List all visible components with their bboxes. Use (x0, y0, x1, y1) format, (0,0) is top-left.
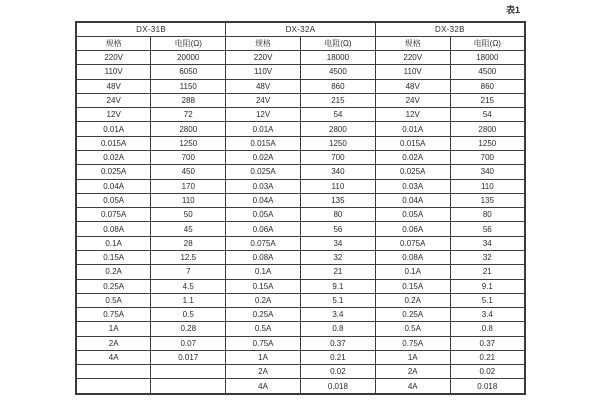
resistance-cell: 4500 (450, 65, 525, 79)
table-row (76, 122, 525, 136)
resistance-cell: 1250 (300, 136, 375, 150)
spec-cell: 2A (375, 365, 450, 379)
resistance-cell: 5.1 (450, 293, 525, 307)
resistance-cell: 0.017 (151, 350, 226, 364)
resistance-cell: 215 (300, 93, 375, 107)
resistance-cell: 110 (450, 179, 525, 193)
spec-cell: 24V (76, 93, 151, 107)
spec-cell: 24V (226, 93, 301, 107)
spec-cell: 48V (375, 79, 450, 93)
resistance-cell: 80 (450, 208, 525, 222)
spec-cell: 4A (76, 350, 151, 364)
table-header (76, 22, 525, 51)
resistance-cell: 1250 (450, 136, 525, 150)
table-row (76, 51, 525, 65)
table-row (76, 322, 525, 336)
spec-cell: 110V (226, 65, 301, 79)
spec-cell: 220V (76, 51, 151, 65)
resistance-cell: 32 (300, 250, 375, 264)
spec-cell: 1A (76, 322, 151, 336)
table-body (76, 51, 525, 395)
resistance-cell (151, 379, 226, 394)
table-row (76, 165, 525, 179)
resistance-cell: 860 (450, 79, 525, 93)
resistance-cell: 7 (151, 265, 226, 279)
spec-cell: 0.03A (375, 179, 450, 193)
spec-cell: 0.1A (76, 236, 151, 250)
resistance-cell: 450 (151, 165, 226, 179)
resistance-cell: 18000 (300, 51, 375, 65)
table-row (76, 79, 525, 93)
spec-cell: 0.025A (76, 165, 151, 179)
resistance-cell: 20000 (151, 51, 226, 65)
resistance-cell: 28 (151, 236, 226, 250)
spec-cell: 0.05A (375, 208, 450, 222)
spec-cell: 0.15A (76, 250, 151, 264)
spec-cell: 110V (375, 65, 450, 79)
resistance-cell: 215 (450, 93, 525, 107)
spec-cell: 0.075A (375, 236, 450, 250)
resistance-cell: 0.018 (300, 379, 375, 394)
spec-cell: 220V (375, 51, 450, 65)
spec-cell (76, 379, 151, 394)
table-row (76, 279, 525, 293)
resistance-cell: 4500 (300, 65, 375, 79)
spec-cell: 0.25A (76, 279, 151, 293)
resistance-cell: 34 (300, 236, 375, 250)
spec-cell: 0.75A (226, 336, 301, 350)
spec-cell: 110V (76, 65, 151, 79)
resistance-cell: 54 (300, 108, 375, 122)
table-row (76, 250, 525, 264)
table-row (76, 336, 525, 350)
table-row (76, 93, 525, 107)
table-row (76, 308, 525, 322)
spec-cell: 0.04A (375, 193, 450, 207)
table-row (76, 222, 525, 236)
resistance-cell: 340 (300, 165, 375, 179)
resistance-cell: 0.018 (450, 379, 525, 394)
group-header-row (76, 22, 525, 37)
resistance-spec-table (75, 21, 526, 395)
table-row (76, 193, 525, 207)
table-row (76, 365, 525, 379)
table-row (76, 379, 525, 394)
resistance-cell: 135 (450, 193, 525, 207)
resistance-cell: 3.4 (300, 308, 375, 322)
resistance-cell: 700 (151, 150, 226, 164)
spec-cell: 0.2A (375, 293, 450, 307)
resistance-cell: 288 (151, 93, 226, 107)
resistance-cell: 0.37 (300, 336, 375, 350)
spec-cell: 0.5A (226, 322, 301, 336)
col-header-res-1: 电阻(Ω) (151, 37, 226, 51)
spec-cell: 0.25A (226, 308, 301, 322)
table-row (76, 350, 525, 364)
spec-cell: 4A (226, 379, 301, 394)
resistance-cell: 1250 (151, 136, 226, 150)
resistance-cell: 110 (300, 179, 375, 193)
spec-cell: 0.08A (375, 250, 450, 264)
spec-cell: 0.015A (226, 136, 301, 150)
resistance-cell: 56 (300, 222, 375, 236)
resistance-cell: 54 (450, 108, 525, 122)
resistance-cell: 0.8 (450, 322, 525, 336)
table-row (76, 293, 525, 307)
col-header-spec-2: 规格 (226, 37, 301, 51)
spec-cell: 0.025A (226, 165, 301, 179)
table-row (76, 108, 525, 122)
resistance-cell: 2800 (300, 122, 375, 136)
resistance-cell: 2800 (151, 122, 226, 136)
resistance-cell: 72 (151, 108, 226, 122)
spec-cell: 0.04A (76, 179, 151, 193)
spec-cell: 48V (226, 79, 301, 93)
spec-cell: 0.075A (226, 236, 301, 250)
resistance-cell: 0.21 (450, 350, 525, 364)
spec-cell: 0.2A (226, 293, 301, 307)
spec-cell: 0.015A (375, 136, 450, 150)
spec-cell: 0.25A (375, 308, 450, 322)
resistance-cell: 700 (450, 150, 525, 164)
spec-cell: 12V (76, 108, 151, 122)
column-header-row (76, 37, 525, 51)
resistance-cell: 2800 (450, 122, 525, 136)
resistance-cell: 12.5 (151, 250, 226, 264)
resistance-cell: 340 (450, 165, 525, 179)
table-row (76, 179, 525, 193)
spec-cell: 0.08A (226, 250, 301, 264)
resistance-cell: 80 (300, 208, 375, 222)
spec-cell: 0.2A (76, 265, 151, 279)
resistance-cell: 0.5 (151, 308, 226, 322)
table-row (76, 265, 525, 279)
spec-cell: 12V (226, 108, 301, 122)
col-header-res-3: 电阻(Ω) (450, 37, 525, 51)
resistance-cell: 32 (450, 250, 525, 264)
resistance-cell: 135 (300, 193, 375, 207)
resistance-cell: 21 (300, 265, 375, 279)
spec-cell: 220V (226, 51, 301, 65)
resistance-cell: 9.1 (450, 279, 525, 293)
resistance-cell (151, 365, 226, 379)
spec-cell: 0.08A (76, 222, 151, 236)
spec-cell: 0.04A (226, 193, 301, 207)
spec-cell: 0.5A (76, 293, 151, 307)
resistance-cell: 0.8 (300, 322, 375, 336)
table-row (76, 65, 525, 79)
spec-cell: 0.02A (76, 150, 151, 164)
spec-cell: 0.075A (76, 208, 151, 222)
spec-cell: 0.1A (226, 265, 301, 279)
resistance-cell: 0.37 (450, 336, 525, 350)
spec-cell: 0.15A (226, 279, 301, 293)
spec-cell: 0.01A (226, 122, 301, 136)
table-row (76, 136, 525, 150)
resistance-cell: 0.28 (151, 322, 226, 336)
resistance-cell: 700 (300, 150, 375, 164)
resistance-cell: 1.1 (151, 293, 226, 307)
resistance-cell: 56 (450, 222, 525, 236)
resistance-cell: 45 (151, 222, 226, 236)
spec-cell: 0.015A (76, 136, 151, 150)
resistance-cell: 3.4 (450, 308, 525, 322)
spec-cell: 2A (226, 365, 301, 379)
col-header-spec-3: 规格 (375, 37, 450, 51)
spec-cell: 0.75A (375, 336, 450, 350)
group-title-dx32b: DX-32B (375, 22, 525, 37)
resistance-cell: 0.07 (151, 336, 226, 350)
spec-cell: 0.06A (375, 222, 450, 236)
spec-cell: 48V (76, 79, 151, 93)
resistance-cell: 6050 (151, 65, 226, 79)
resistance-cell: 50 (151, 208, 226, 222)
group-title-dx31b: DX-31B (76, 22, 226, 37)
spec-cell: 12V (375, 108, 450, 122)
spec-cell: 0.02A (226, 150, 301, 164)
resistance-cell: 4.5 (151, 279, 226, 293)
spec-cell: 0.01A (76, 122, 151, 136)
resistance-cell: 1150 (151, 79, 226, 93)
spec-cell: 0.5A (375, 322, 450, 336)
resistance-cell: 860 (300, 79, 375, 93)
table-row (76, 150, 525, 164)
spec-cell: 0.1A (375, 265, 450, 279)
spec-cell (76, 365, 151, 379)
spec-cell: 0.025A (375, 165, 450, 179)
spec-cell: 1A (226, 350, 301, 364)
table-caption: 表1 (505, 5, 520, 15)
spec-cell: 24V (375, 93, 450, 107)
spec-cell: 0.01A (375, 122, 450, 136)
resistance-cell: 110 (151, 193, 226, 207)
resistance-cell: 0.21 (300, 350, 375, 364)
spec-cell: 0.05A (76, 193, 151, 207)
resistance-cell: 34 (450, 236, 525, 250)
spec-cell: 0.03A (226, 179, 301, 193)
spec-cell: 4A (375, 379, 450, 394)
table-row (76, 236, 525, 250)
resistance-cell: 18000 (450, 51, 525, 65)
resistance-cell: 170 (151, 179, 226, 193)
spec-cell: 0.15A (375, 279, 450, 293)
group-title-dx32a: DX-32A (226, 22, 376, 37)
spec-cell: 0.06A (226, 222, 301, 236)
resistance-cell: 5.1 (300, 293, 375, 307)
spec-cell: 0.75A (76, 308, 151, 322)
col-header-res-2: 电阻(Ω) (300, 37, 375, 51)
spec-cell: 0.05A (226, 208, 301, 222)
table-row (76, 208, 525, 222)
resistance-cell: 21 (450, 265, 525, 279)
spec-cell: 2A (76, 336, 151, 350)
resistance-cell: 0.02 (300, 365, 375, 379)
resistance-cell: 0.02 (450, 365, 525, 379)
resistance-cell: 9.1 (300, 279, 375, 293)
spec-cell: 0.02A (375, 150, 450, 164)
col-header-spec-1: 规格 (76, 37, 151, 51)
spec-cell: 1A (375, 350, 450, 364)
